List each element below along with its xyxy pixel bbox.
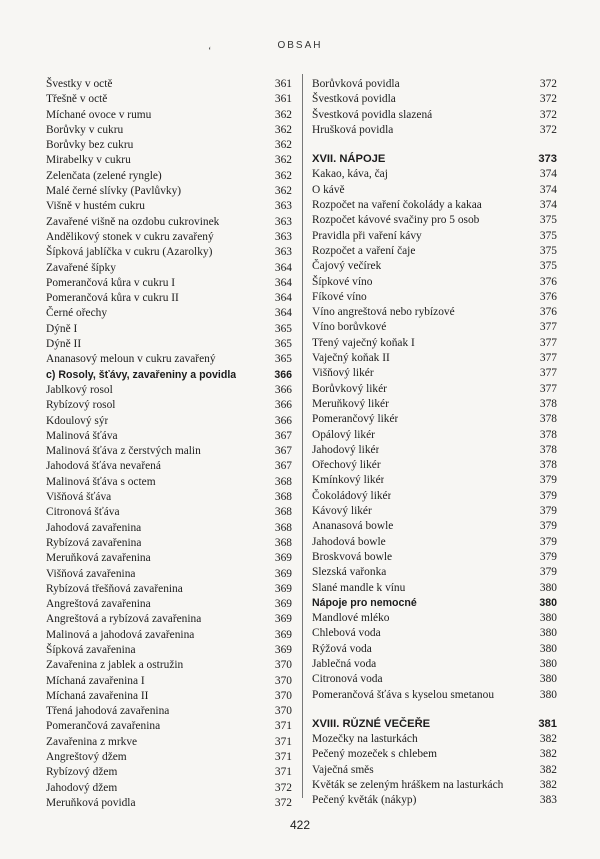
toc-entry [312, 366, 557, 381]
toc-entry-page: 370 [274, 659, 292, 672]
toc-entry-page: 377 [539, 367, 557, 380]
toc-entry-page: 372 [274, 796, 292, 809]
toc-entry-page: 371 [274, 720, 292, 733]
toc-entry-title: Jahodový džem [46, 781, 118, 794]
toc-entry-title: Višňová šťáva [46, 491, 112, 504]
toc-entry-page: 362 [274, 169, 292, 182]
toc-entry [46, 536, 292, 551]
toc-section-heading [312, 152, 557, 167]
toc-entry-title: Meruňkový likér [312, 397, 389, 410]
toc-entry [312, 428, 557, 443]
toc-entry [312, 443, 557, 458]
toc-entry-title: Zavařené višně na ozdobu cukrovinek [46, 215, 220, 228]
toc-entry-title: Malinová šťáva s octem [46, 475, 156, 488]
toc-entry-title: Pomerančová šťáva s kyselou smetanou [312, 688, 495, 701]
toc-entry [46, 582, 292, 597]
toc-entry [312, 688, 557, 703]
toc-entry [46, 750, 292, 765]
toc-entry-title: Angreštový džem [46, 751, 127, 764]
toc-entry-title: Borůvky bez cukru [46, 139, 134, 152]
toc-entry-title: Čajový večírek [312, 260, 382, 273]
toc-entry [312, 672, 557, 687]
toc-entry-title: Pomerančový likér [312, 413, 399, 426]
toc-entry [46, 337, 292, 352]
toc-entry-title: Ananasová bowle [312, 520, 394, 533]
toc-entry [46, 199, 292, 214]
toc-entry-title: Rybízová zavařenina [46, 536, 142, 549]
toc-entry-page: 379 [539, 474, 557, 487]
toc-entry-page: 366 [274, 383, 292, 396]
toc-entry-page: 378 [539, 459, 557, 472]
toc-entry [312, 763, 557, 778]
toc-entry-title: Pomerančová kůra v cukru I [46, 276, 176, 289]
toc-entry [312, 167, 557, 182]
toc-entry [312, 382, 557, 397]
toc-entry-title: Kávový likér [312, 505, 372, 518]
toc-entry-title: Chlebová voda [312, 627, 381, 640]
toc-entry-title: XVII. NÁPOJE [312, 153, 386, 166]
toc-entry [312, 611, 557, 626]
toc-subsection-heading [312, 596, 557, 611]
toc-entry [312, 183, 557, 198]
toc-entry-title: Jahodová šťáva nevařená [46, 460, 161, 473]
toc-entry-page: 376 [539, 306, 557, 319]
toc-entry [46, 276, 292, 291]
toc-section-heading [312, 717, 557, 732]
toc-entry [46, 628, 292, 643]
toc-entry [312, 504, 557, 519]
toc-entry [46, 674, 292, 689]
toc-entry [46, 108, 292, 123]
toc-entry-title: Zavařenina z mrkve [46, 735, 138, 748]
toc-entry-page: 372 [274, 781, 292, 794]
toc-entry-page: 369 [274, 598, 292, 611]
toc-entry-page: 382 [539, 763, 557, 776]
toc-entry [312, 489, 557, 504]
toc-entry-page: 377 [539, 382, 557, 395]
toc-entry-page: 379 [539, 550, 557, 563]
toc-entry-title: c) Rosoly, šťávy, zavařeniny a povidla [46, 368, 237, 381]
toc-entry [312, 259, 557, 274]
toc-entry [46, 322, 292, 337]
toc-entry [46, 92, 292, 107]
toc-entry-page: 382 [539, 733, 557, 746]
toc-entry [46, 184, 292, 199]
toc-entry-page: 372 [539, 93, 557, 106]
toc-entry [46, 796, 292, 811]
toc-entry-title: Rybízový džem [46, 766, 118, 779]
toc-entry-title: Borůvky v cukru [46, 123, 124, 136]
toc-entry-page: 382 [539, 748, 557, 761]
toc-entry [46, 719, 292, 734]
toc-entry-page: 368 [274, 506, 292, 519]
toc-entry-title: Malinová a jahodová zavařenina [46, 628, 195, 641]
toc-entry-page: 376 [539, 275, 557, 288]
toc-entry [312, 793, 557, 808]
toc-entry [46, 735, 292, 750]
toc-entry-title: Dýně I [46, 322, 78, 335]
toc-entry-page: 362 [274, 185, 292, 198]
toc-entry-title: Mirabelky v cukru [46, 154, 131, 167]
toc-entry-title: Slezská vařonka [312, 566, 387, 579]
toc-entry-page: 379 [539, 520, 557, 533]
toc-entry-title: Pravidla při vaření kávy [312, 229, 422, 242]
toc-entry-page: 380 [539, 688, 557, 701]
toc-entry-page: 367 [274, 460, 292, 473]
toc-entry-page: 367 [274, 445, 292, 458]
toc-entry-title: Rozpočet na vaření čokolády a kakaa [312, 199, 482, 212]
column-divider [302, 74, 303, 798]
toc-entry-page: 375 [539, 214, 557, 227]
toc-entry [312, 535, 557, 550]
toc-entry [312, 581, 557, 596]
toc-entry [46, 567, 292, 582]
toc-entry-page: 381 [538, 717, 557, 730]
toc-entry [312, 92, 557, 107]
toc-entry-page: 377 [539, 321, 557, 334]
toc-entry-title: Jahodová bowle [312, 535, 386, 548]
toc-entry-page: 378 [539, 413, 557, 426]
toc-entry-title: Zelenčata (zelené ryngle) [46, 169, 162, 182]
toc-entry [46, 215, 292, 230]
toc-entry-title: Angreštová zavařenina [46, 598, 151, 611]
toc-entry-title: Třešně v octě [46, 93, 108, 106]
toc-entry-title: Kmínkový likér [312, 474, 385, 487]
toc-entry-page: 375 [539, 260, 557, 273]
toc-entry-title: Černé ořechy [46, 307, 108, 320]
toc-entry [46, 475, 292, 490]
toc-entry-title: Citronová voda [312, 673, 383, 686]
toc-entry [46, 383, 292, 398]
toc-entry-title: Jablečná voda [312, 657, 377, 670]
toc-entry [312, 275, 557, 290]
toc-entry [46, 230, 292, 245]
toc-entry-title: Šípková zavařenina [46, 643, 136, 656]
toc-entry [46, 306, 292, 321]
toc-entry-title: Pomerančová kůra v cukru II [46, 292, 179, 305]
toc-entry-page: 363 [274, 246, 292, 259]
toc-entry-title: Rybízový rosol [46, 399, 116, 412]
toc-entry [46, 414, 292, 429]
toc-entry-page: 369 [274, 582, 292, 595]
toc-entry-title: Andělikový stonek v cukru zavařený [46, 230, 214, 243]
toc-entry-title: Víno angreštová nebo rybízové [312, 306, 455, 319]
toc-entry-page: 377 [539, 352, 557, 365]
toc-entry [312, 123, 557, 138]
toc-entry [46, 689, 292, 704]
toc-entry [312, 458, 557, 473]
toc-entry-page: 365 [274, 322, 292, 335]
toc-entry-title: Meruňková zavařenina [46, 552, 151, 565]
toc-entry-page: 368 [274, 475, 292, 488]
toc-entry [46, 505, 292, 520]
toc-entry-page: 379 [539, 505, 557, 518]
toc-entry [46, 138, 292, 153]
toc-entry-page: 372 [539, 123, 557, 136]
toc-entry-title: Zavařené šípky [46, 261, 116, 274]
toc-entry-page: 361 [274, 93, 292, 106]
toc-entry [46, 444, 292, 459]
toc-entry-title: Rybízová třešňová zavařenina [46, 582, 183, 595]
toc-entry-page: 379 [539, 489, 557, 502]
toc-entry [312, 305, 557, 320]
toc-entry-page: 364 [274, 261, 292, 274]
toc-entry-title: Švestková povidla [312, 93, 396, 106]
toc-entry [46, 123, 292, 138]
toc-entry [312, 108, 557, 123]
toc-entry-page: 380 [539, 596, 557, 609]
toc-entry-title: Dýně II [46, 338, 82, 351]
toc-entry-title: Opálový likér [312, 428, 375, 441]
toc-entry-title: Pečený květák (nákyp) [312, 794, 417, 807]
toc-entry-page: 371 [274, 766, 292, 779]
toc-entry [46, 612, 292, 627]
toc-entry-title: Malinová šťáva [46, 429, 118, 442]
toc-entry-page: 368 [274, 491, 292, 504]
toc-entry-title: Šípkové víno [312, 275, 373, 288]
toc-entry-title: Zavařenina z jablek a ostružin [46, 659, 184, 672]
toc-entry-page: 369 [274, 552, 292, 565]
toc-right-column [312, 77, 557, 809]
toc-entry-title: Meruňková povidla [46, 796, 136, 809]
toc-entry [46, 490, 292, 505]
toc-entry [312, 290, 557, 305]
toc-entry [312, 336, 557, 351]
toc-entry-page: 369 [274, 628, 292, 641]
toc-entry [312, 198, 557, 213]
toc-entry-title: Švestková povidla slazená [312, 108, 433, 121]
toc-entry [46, 352, 292, 367]
toc-entry [312, 351, 557, 366]
toc-entry-page: 369 [274, 567, 292, 580]
toc-entry [46, 291, 292, 306]
toc-entry [46, 521, 292, 536]
toc-entry-page: 362 [274, 139, 292, 152]
toc-entry-page: 378 [539, 397, 557, 410]
section-gap [312, 138, 557, 152]
toc-entry-page: 373 [538, 153, 557, 166]
toc-entry-title: Višňová zavařenina [46, 567, 136, 580]
toc-entry-page: 380 [539, 627, 557, 640]
toc-entry [46, 169, 292, 184]
toc-entry [46, 245, 292, 260]
toc-entry-title: Rozpočet a vaření čaje [312, 244, 416, 257]
toc-entry-title: Míchané ovoce v rumu [46, 108, 152, 121]
toc-entry-page: 365 [274, 338, 292, 351]
toc-entry-page: 378 [539, 443, 557, 456]
toc-subsection-heading [46, 368, 292, 383]
toc-entry [312, 412, 557, 427]
toc-entry-page: 370 [274, 705, 292, 718]
toc-entry [312, 642, 557, 657]
running-header: OBSAH [277, 40, 323, 51]
toc-entry-title: Jablkový rosol [46, 383, 113, 396]
toc-entry-page: 368 [274, 521, 292, 534]
toc-entry [46, 658, 292, 673]
toc-entry [46, 781, 292, 796]
toc-entry-page: 370 [274, 689, 292, 702]
toc-entry-title: Nápoje pro nemocné [312, 596, 417, 609]
toc-entry-title: Čokoládový likér [312, 489, 392, 502]
toc-entry-page: 377 [539, 336, 557, 349]
toc-entry-page: 366 [274, 399, 292, 412]
toc-entry-page: 366 [274, 368, 292, 381]
toc-entry-page: 369 [274, 613, 292, 626]
toc-entry [312, 473, 557, 488]
toc-entry [312, 519, 557, 534]
toc-entry [46, 429, 292, 444]
toc-entry-title: Rýžová voda [312, 642, 372, 655]
toc-entry-page: 362 [274, 154, 292, 167]
toc-entry-title: Višňový likér [312, 367, 374, 380]
toc-entry-title: Malinová šťáva z čerstvých malin [46, 445, 201, 458]
toc-entry [312, 77, 557, 92]
toc-entry-title: Fíkové víno [312, 290, 367, 303]
toc-entry-page: 366 [274, 414, 292, 427]
toc-entry-page: 380 [539, 642, 557, 655]
toc-entry-page: 378 [539, 428, 557, 441]
margin-mark: ʻ [208, 46, 212, 57]
toc-entry-page: 367 [274, 429, 292, 442]
toc-entry-page: 363 [274, 230, 292, 243]
toc-entry [46, 643, 292, 658]
toc-entry-page: 364 [274, 276, 292, 289]
toc-entry [312, 732, 557, 747]
toc-entry-title: Jahodový likér [312, 443, 380, 456]
toc-entry-title: Ořechový likér [312, 459, 381, 472]
toc-entry-title: Míchaná zavařenina II [46, 689, 149, 702]
toc-entry-title: Mandlové mléko [312, 612, 390, 625]
toc-entry-page: 364 [274, 307, 292, 320]
toc-entry-title: Pomerančová zavařenina [46, 720, 161, 733]
toc-entry [46, 551, 292, 566]
toc-entry-title: Hrušková povidla [312, 123, 394, 136]
toc-entry-title: Jahodová zavařenina [46, 521, 142, 534]
toc-entry-page: 363 [274, 215, 292, 228]
toc-entry-title: Květák se zeleným hráškem na lasturkách [312, 779, 504, 792]
toc-entry [312, 657, 557, 672]
toc-entry-title: Míchaná zavařenina I [46, 674, 145, 687]
toc-entry-page: 368 [274, 536, 292, 549]
toc-entry-page: 375 [539, 229, 557, 242]
toc-entry [312, 244, 557, 259]
toc-entry-title: Malé černé slívky (Pavlůvky) [46, 185, 182, 198]
toc-entry-title: Kakao, káva, čaj [312, 168, 388, 181]
toc-entry-title: Šípková jablíčka v cukru (Azarolky) [46, 246, 213, 259]
toc-entry [312, 550, 557, 565]
toc-entry-title: XVIII. RŮZNÉ VEČEŘE [312, 717, 431, 730]
toc-entry-page: 372 [539, 108, 557, 121]
toc-entry [46, 459, 292, 474]
toc-entry-page: 364 [274, 292, 292, 305]
toc-entry-title: Ananasový meloun v cukru zavařený [46, 353, 216, 366]
toc-entry [312, 565, 557, 580]
toc-entry-title: Mozečky na lasturkách [312, 733, 418, 746]
toc-entry [312, 626, 557, 641]
toc-entry-title: Angreštová a rybízová zavařenina [46, 613, 202, 626]
toc-entry-title: O kávě [312, 183, 345, 196]
toc-entry-title: Borůvkový likér [312, 382, 387, 395]
toc-entry-title: Pečený mozeček s chlebem [312, 748, 437, 761]
toc-left-column [46, 77, 292, 811]
toc-entry [312, 213, 557, 228]
toc-entry-page: 365 [274, 353, 292, 366]
toc-entry [46, 398, 292, 413]
toc-entry-page: 380 [539, 673, 557, 686]
toc-entry-page: 379 [539, 566, 557, 579]
toc-entry-title: Broskvová bowle [312, 550, 393, 563]
toc-entry-page: 369 [274, 643, 292, 656]
toc-entry-page: 374 [539, 199, 557, 212]
toc-entry-title: Citronová šťáva [46, 506, 120, 519]
toc-entry-title: Třená jahodová zavařenina [46, 705, 170, 718]
toc-entry-page: 371 [274, 751, 292, 764]
toc-entry-page: 362 [274, 123, 292, 136]
toc-entry-page: 374 [539, 183, 557, 196]
toc-entry [46, 77, 292, 92]
toc-entry-title: Vaječná směs [312, 763, 374, 776]
section-gap [312, 703, 557, 717]
toc-entry-page: 376 [539, 290, 557, 303]
toc-entry-page: 382 [539, 779, 557, 792]
toc-entry-page: 379 [539, 535, 557, 548]
toc-entry-title: Slané mandle k vínu [312, 581, 406, 594]
toc-entry-page: 383 [539, 794, 557, 807]
toc-entry-page: 362 [274, 108, 292, 121]
toc-entry [312, 229, 557, 244]
toc-entry-page: 374 [539, 168, 557, 181]
toc-entry [46, 765, 292, 780]
toc-entry-title: Švestky v octě [46, 78, 113, 90]
toc-entry [46, 261, 292, 276]
toc-entry-page: 361 [274, 78, 292, 90]
toc-entry-page: 370 [274, 674, 292, 687]
toc-entry-title: Kdoulový sýr [46, 414, 109, 427]
toc-entry [312, 747, 557, 762]
toc-entry-page: 380 [539, 581, 557, 594]
toc-entry-title: Vaječný koňak II [312, 352, 390, 365]
page-number: 422 [289, 818, 311, 832]
toc-entry [312, 397, 557, 412]
toc-entry-page: 372 [539, 78, 557, 90]
toc-entry [312, 320, 557, 335]
toc-entry-page: 380 [539, 612, 557, 625]
toc-entry-title: Třený vaječný koňak I [312, 336, 415, 349]
toc-entry-title: Višně v hustém cukru [46, 200, 145, 213]
toc-entry [46, 597, 292, 612]
toc-entry-page: 380 [539, 657, 557, 670]
toc-entry-title: Víno borůvkové [312, 321, 387, 334]
toc-entry-title: Rozpočet kávové svačiny pro 5 osob [312, 214, 480, 227]
toc-entry [46, 153, 292, 168]
toc-entry [46, 704, 292, 719]
toc-entry-page: 375 [539, 244, 557, 257]
toc-entry [312, 778, 557, 793]
toc-entry-page: 371 [274, 735, 292, 748]
toc-entry-title: Borůvková povidla [312, 78, 400, 90]
toc-entry-page: 363 [274, 200, 292, 213]
